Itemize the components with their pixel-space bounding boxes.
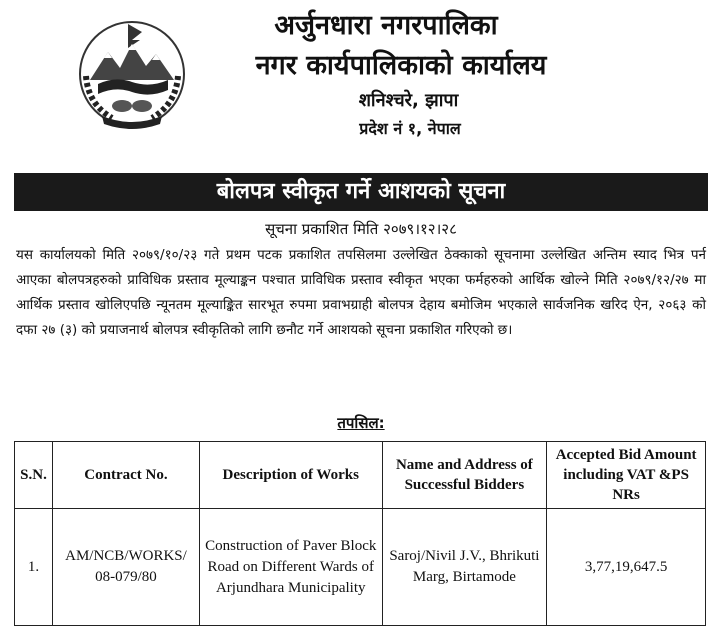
office-province: प्रदेश नं १, नेपाल: [359, 119, 461, 138]
published-date: सूचना प्रकाशित मिति २०७९।१२।२८: [265, 220, 457, 238]
office-name: नगर कार्यपालिकाको कार्यालय: [255, 50, 547, 81]
table-header-row: [15, 442, 706, 509]
details-heading: तपसिल:: [337, 414, 385, 432]
table-row: [15, 509, 706, 626]
column-header-description: Description of Works: [199, 442, 382, 509]
column-header-bidder: Name and Address of Successful Bidders: [382, 442, 547, 509]
cell-contract-no: AM/NCB/WORKS/ 08-079/80: [52, 509, 199, 626]
column-header-contract-no: Contract No.: [52, 442, 199, 509]
cell-amount: 3,77,19,647.5: [547, 509, 706, 626]
office-location: शनिश्चरे, झापा: [358, 90, 459, 111]
contract-table: [14, 441, 706, 626]
cell-sn: 1.: [15, 509, 53, 626]
notice-body: यस कार्यालयको मिति २०७९/१०/२३ गते प्रथम पटक प्रकाशित तपसिलमा उल्लेखित ठेक्काको सूचनामा उल्लेखित अन्तिम स्याद भित्र पर्न आएका बोलपत्रहरुको प्राविधिक प्रस्ताव मूल्याङ्कन पश्चात प्राविधिक प्रस्ताव स्वीकृत भएका फर्महरुको आर्थिक खोल्ने मिति २०७९/१२/२७ मा आर्थिक प्रस्ताव खोलिएपछि न्यूनतम मूल्याङ्कित सारभूत रुपमा प्रवाभग्राही बोलपत्र देहाय बमोजिम भएकाले सार्वजनिक खरिद ऐन, २०६३ को दफा २७ (३) को प्रयाजनार्थ बोलपत्र स्वीकृतिको लागि छनौट गर्ने आशयको सूचना प्रकाशित गरिएको छ।: [16, 247, 706, 338]
office-header: [0, 6, 722, 142]
notice-title-banner: बोलपत्र स्वीकृत गर्ने आशयको सूचना: [14, 173, 708, 211]
column-header-amount: Accepted Bid Amount including VAT &PS NRs: [547, 442, 706, 509]
municipality-name: अर्जुनधारा नगरपालिका: [274, 10, 498, 41]
column-header-sn: S.N.: [15, 442, 53, 509]
cell-description: Construction of Paver Block Road on Different Wards of Arjundhara Municipality: [199, 509, 382, 626]
cell-bidder: Saroj/Nivil J.V., Bhrikuti Marg, Birtamode: [382, 509, 547, 626]
